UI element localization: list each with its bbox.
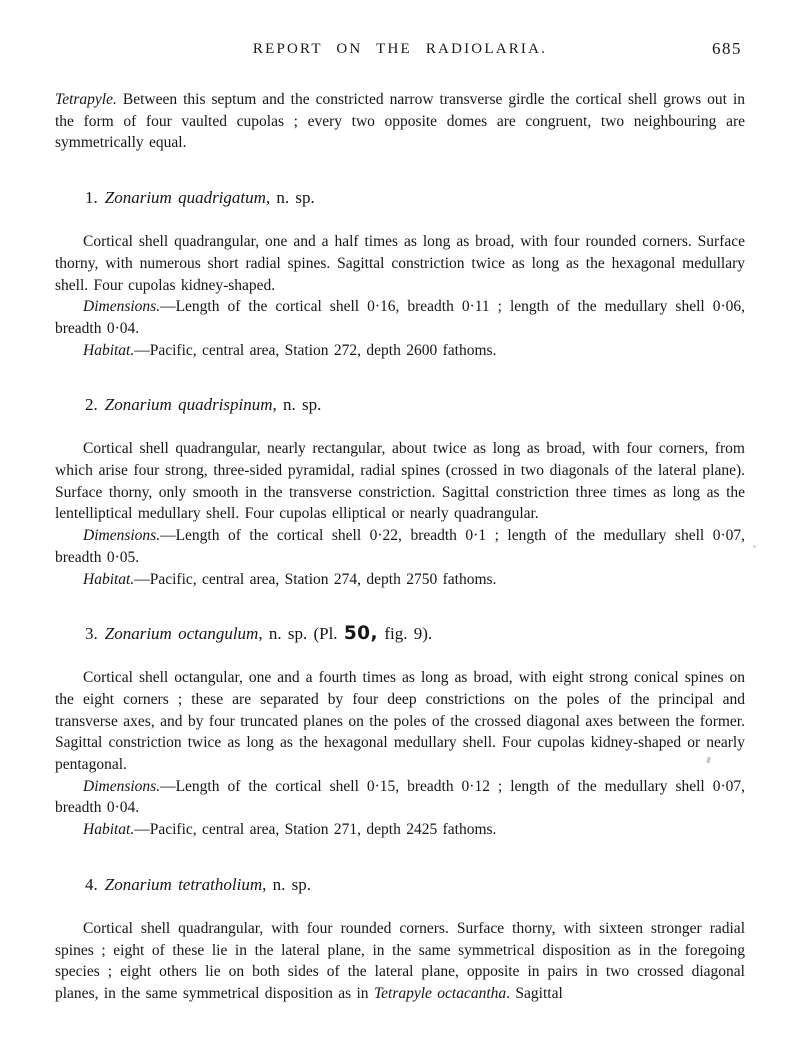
text-column bbox=[55, 0, 745, 1005]
habitat-paragraph bbox=[55, 569, 745, 591]
habitat-text: —Pacific, central area, Station 271, depth 2425 fathoms. bbox=[134, 821, 497, 839]
running-header bbox=[55, 40, 745, 62]
intro-italic-text: Tetrapyle. bbox=[55, 91, 117, 108]
heading-1-italic-text: Zonarium quadrigatum bbox=[104, 188, 266, 208]
habitat-italic-text: Habitat. bbox=[83, 341, 135, 359]
heading-2-text: 2. bbox=[85, 395, 98, 415]
dimensions-italic-text: Dimensions. bbox=[83, 298, 161, 316]
page-header-title: REPORT ON THE RADIOLARIA. bbox=[252, 41, 548, 57]
species-section-3 bbox=[55, 623, 745, 841]
dimensions-text: —Length of the cortical shell 0·16, breadth 0·11 ; length of the medullary shell 0·06, breadth 0·04. bbox=[55, 298, 745, 337]
heading-1-text: 1. bbox=[85, 188, 98, 208]
habitat-paragraph bbox=[55, 340, 745, 362]
description-italic-text: Tetrapyle octacantha bbox=[373, 984, 507, 1002]
dimensions-paragraph bbox=[55, 776, 745, 819]
habitat-text: —Pacific, central area, Station 274, depth 2750 fathoms. bbox=[134, 570, 497, 588]
intro-text: Between this septum and the constricted narrow transverse girdle the cortical shell grows out in the form of four vaulted cupolas ; every two opposite domes are congruent, two neighbouring are symmetrically equal. bbox=[55, 91, 745, 152]
species-heading-4 bbox=[85, 874, 745, 896]
species-section-2 bbox=[55, 394, 745, 590]
species-heading-2 bbox=[85, 394, 745, 416]
habitat-italic-text: Habitat. bbox=[83, 570, 135, 588]
dimensions-paragraph bbox=[55, 296, 745, 339]
heading-4-text: 4. bbox=[85, 874, 98, 894]
heading-3-plate-number: 50, bbox=[343, 623, 379, 645]
dimensions-text: —Length of the cortical shell 0·22, breadth 0·1 ; length of the medullary shell 0·07, breadth 0·05. bbox=[55, 527, 745, 566]
species-section-1 bbox=[55, 187, 745, 361]
species-heading-1 bbox=[85, 187, 745, 209]
heading-3-text: , n. sp. (Pl. bbox=[258, 624, 344, 644]
heading-3-text: fig. 9). bbox=[378, 624, 433, 644]
page-number: 685 bbox=[712, 39, 742, 58]
description-text: Cortical shell quadrangular, nearly rectangular, about twice as long as broad, with four corners, from which arise four strong, three-sided pyramidal, radial spines (crossed in two diagonals of the lateral plane). Surface thorny, only smooth in the transverse constriction. Sagittal constriction three times as long as the lentelliptical medullary shell. Four cupolas elliptical or nearly quadrangular. bbox=[55, 440, 745, 523]
heading-3-italic-text: Zonarium octangulum bbox=[104, 624, 259, 644]
scan-artifact bbox=[753, 545, 756, 548]
habitat-paragraph bbox=[55, 819, 745, 841]
description-paragraph bbox=[55, 918, 745, 1005]
description-paragraph bbox=[55, 438, 745, 525]
habitat-italic-text: Habitat. bbox=[83, 821, 135, 839]
species-heading-3 bbox=[85, 623, 745, 645]
dimensions-italic-text: Dimensions. bbox=[83, 777, 161, 795]
intro-paragraph bbox=[55, 89, 745, 154]
description-paragraph bbox=[55, 667, 745, 776]
description-text: . Sagittal bbox=[506, 984, 563, 1002]
description-paragraph bbox=[55, 231, 745, 296]
heading-2-italic-text: Zonarium quadrispinum bbox=[104, 395, 273, 415]
description-text: Cortical shell quadrangular, with four rounded corners. Surface thorny, with sixteen stronger radial spines ; eight of these lie in the lateral plane, in the same symmetrical disposition as in the foregoing species ; eight others lie on both sides of the lateral plane, opposite in pairs in two crossed diagonal planes, in the same symmetrical disposition as in bbox=[55, 919, 745, 1002]
species-sections bbox=[55, 187, 745, 1005]
heading-4-text: , n. sp. bbox=[262, 874, 311, 894]
description-text: Cortical shell quadrangular, one and a half times as long as broad, with four rounded corners. Surface thorny, with numerous short radial spines. Sagittal constriction twice as long as the hexagonal medullary shell. Four cupolas kidney-shaped. bbox=[55, 233, 745, 294]
habitat-text: —Pacific, central area, Station 272, depth 2600 fathoms. bbox=[134, 341, 497, 359]
heading-2-text: , n. sp. bbox=[272, 395, 322, 415]
dimensions-paragraph bbox=[55, 525, 745, 568]
description-text: Cortical shell octangular, one and a fourth times as long as broad, with eight strong conical spines on the eight corners ; these are separated by four deep constrictions on the poles of the principal and transverse axes, and by four truncated planes on the poles of the crossed diagonal axes between the former. Sagittal constriction twice as long as the hexagonal medullary shell. Four cupolas kidney-shaped or nearly pentagonal. bbox=[55, 669, 745, 774]
heading-4-italic-text: Zonarium tetratholium bbox=[104, 874, 263, 894]
species-section-4 bbox=[55, 874, 745, 1005]
dimensions-italic-text: Dimensions. bbox=[83, 527, 161, 545]
heading-3-text: 3. bbox=[85, 624, 98, 644]
dimensions-text: —Length of the cortical shell 0·15, breadth 0·12 ; length of the medullary shell 0·07, breadth 0·04. bbox=[55, 777, 745, 817]
heading-1-text: , n. sp. bbox=[265, 188, 315, 208]
